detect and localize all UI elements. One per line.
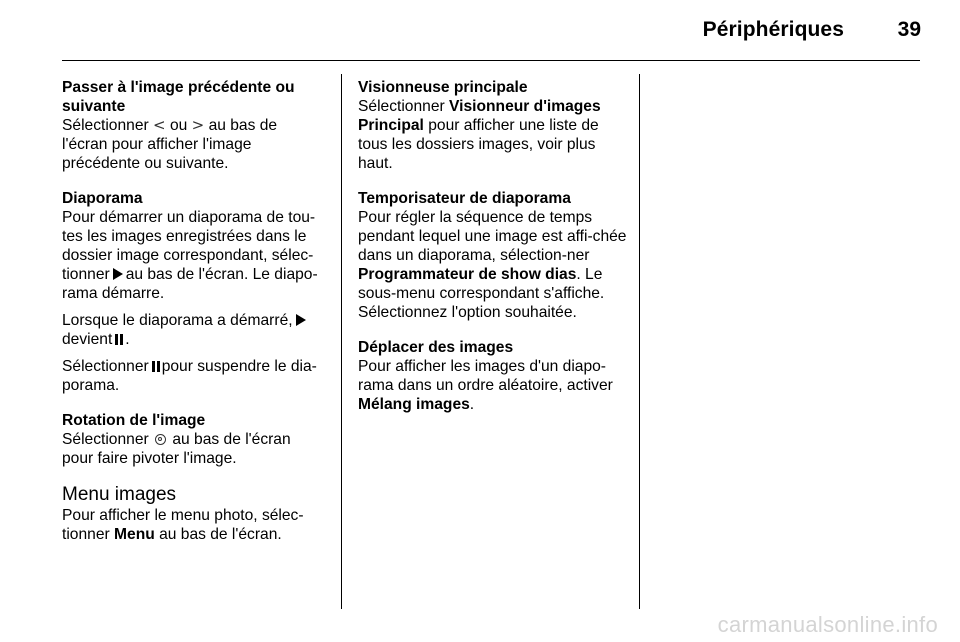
menu-term: Visionneur d'images Principal <box>358 98 601 134</box>
body-text: Sélectionner <box>62 358 149 375</box>
section-rotation <box>62 411 326 468</box>
body-text: au bas de l'écran pour afficher l'image précédente ou suivante. <box>62 117 278 172</box>
section-heading: Passer à l'image précédente ou suivante <box>62 79 295 115</box>
body-text: au bas de l'écran pour faire pivoter l'image. <box>62 431 291 467</box>
section-heading: Diaporama <box>62 190 143 207</box>
section-heading: Rotation de l'image <box>62 412 206 429</box>
section-heading: Visionneuse principale <box>358 79 528 96</box>
body-text: ou <box>169 117 188 134</box>
menu-term: Menu <box>114 526 155 543</box>
body-text: Sélectionner <box>358 98 445 115</box>
body-text: . <box>469 396 475 413</box>
body-text: au bas de l'écran. <box>159 526 282 543</box>
section-deplacer <box>358 338 630 414</box>
section-body <box>62 208 326 303</box>
body-text: Pour afficher le menu photo, sélec-tionner <box>62 507 304 543</box>
play-icon <box>113 268 123 280</box>
body-text: . <box>125 331 130 348</box>
section-heading: Temporisateur de diaporama <box>358 190 571 207</box>
play-icon <box>296 314 306 326</box>
body-text: devient <box>62 331 113 348</box>
body-text: Pour régler la séquence de temps pendant lequel une image est affi-chée dans un diaporama, sélection-ner <box>358 209 627 264</box>
section-body <box>358 208 630 322</box>
section-body <box>62 116 326 173</box>
page-number: 39 <box>897 18 921 41</box>
menu-term: Programmateur de show dias <box>358 266 577 283</box>
body-text: Pour afficher les images d'un diapo-rama dans un ordre aléatoire, activer <box>358 358 613 394</box>
section-title: Menu images <box>62 484 177 505</box>
body-text: Pour démarrer un diaporama de tou-tes les images enregistrées dans le dossier image correspondant, sélec-tionner <box>62 209 316 283</box>
watermark: carmanualsonline.info <box>717 612 938 637</box>
section-body <box>62 311 326 349</box>
pause-icon <box>115 334 123 345</box>
section-diaporama <box>62 189 326 395</box>
menu-term: Mélang images <box>358 396 470 413</box>
column-divider-1 <box>341 74 342 609</box>
body-text: Sélectionner <box>62 117 149 134</box>
page-title: Périphériques <box>702 18 844 41</box>
section-body <box>358 357 630 414</box>
body-text: pour afficher une liste de tous les dossiers images, voir plus haut. <box>358 117 599 172</box>
header-rule <box>62 60 920 61</box>
chevron-left-icon: < <box>153 116 166 134</box>
section-menu-images <box>62 484 326 544</box>
section-temporisateur <box>358 189 630 322</box>
body-text: au bas de l'écran. Le diapo-rama démarre. <box>62 266 318 302</box>
body-text: pour suspendre le dia-porama. <box>62 358 317 394</box>
body-text: . Le sous-menu correspondant s'affiche. Sélectionnez l'option souhaitée. <box>358 266 605 321</box>
section-body <box>62 430 326 468</box>
pause-icon <box>152 361 160 372</box>
body-text: Sélectionner <box>62 431 149 448</box>
column-divider-2 <box>639 74 640 609</box>
rotate-icon <box>155 434 166 445</box>
column-2 <box>358 78 630 414</box>
column-1 <box>62 78 326 544</box>
body-text: Lorsque le diaporama a démarré, <box>62 312 293 329</box>
section-visionneuse <box>358 78 630 173</box>
section-prev-next <box>62 78 326 173</box>
section-body <box>62 506 326 544</box>
section-body <box>358 97 630 173</box>
section-body <box>62 357 326 395</box>
section-heading: Déplacer des images <box>358 339 514 356</box>
chevron-right-icon: > <box>191 116 205 134</box>
